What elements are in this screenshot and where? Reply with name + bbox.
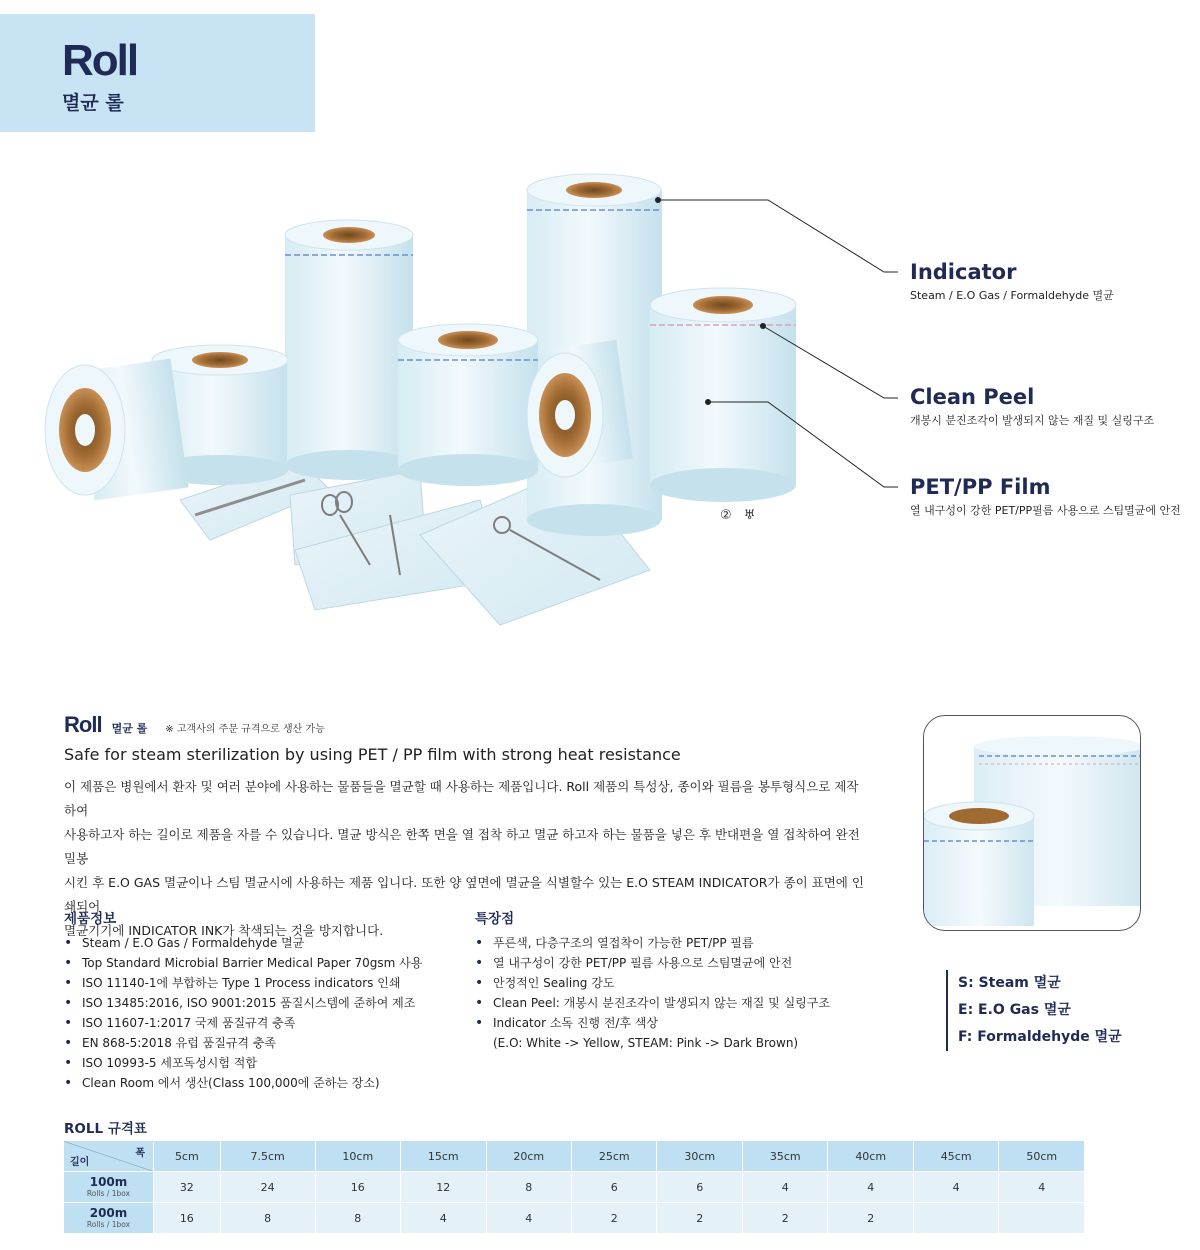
column-header: 10cm [315, 1141, 400, 1172]
list-item: • ISO 10993-5 세포독성시험 적합 [64, 1053, 422, 1073]
description-tagline: Safe for steam sterilization by using PET / PP film with strong heat resistance [64, 745, 681, 764]
table-cell: 4 [486, 1203, 571, 1234]
table-cell: 2 [657, 1203, 742, 1234]
column-header: 5cm [154, 1141, 221, 1172]
list-item: • ISO 11140-1에 부합하는 Type 1 Process indicators 인쇄 [64, 973, 422, 993]
callout-clean-peel [910, 385, 1154, 428]
list-item: • 안정적인 Sealing 강도 [475, 973, 830, 993]
sterilization-legend [946, 970, 1122, 1051]
legend-item: S: Steam 멸균 [958, 975, 1061, 991]
product-info-section [64, 907, 422, 1093]
roll-closeup-photo [923, 715, 1141, 931]
row-unit: Rolls / 1box [86, 1189, 131, 1198]
description-line: 사용하고자 하는 길이로 제품을 자를 수 있습니다. 멸균 방식은 한쪽 면을 열 접착 하고 멸균 하고자 하는 물품을 넣은 후 반대편을 열 접착하여 완전 밀봉 [64, 827, 860, 866]
callout-pet-pp-film-title: PET/PP Film [910, 475, 1051, 499]
list-item: • 열 내구성이 강한 PET/PP 필름 사용으로 스팀멸균에 안전 [475, 953, 830, 973]
legend-item: E: E.O Gas 멸균 [958, 1002, 1071, 1018]
callout-clean-peel-desc: 개봉시 분진조각이 발생되지 않는 재질 및 실링구조 [910, 414, 1155, 427]
spec-table [63, 1140, 1085, 1234]
table-cell: 32 [154, 1172, 221, 1203]
list-item: • EN 868-5:2018 유럽 품질규격 충족 [64, 1033, 422, 1053]
row-header [64, 1203, 154, 1234]
custom-order-note: ※ 고객사의 주문 규격으로 생산 가능 [165, 724, 325, 735]
table-row [64, 1172, 1085, 1203]
row-unit: Rolls / 1box [86, 1220, 131, 1229]
features-list [475, 933, 830, 1053]
callout-indicator-desc: Steam / E.O Gas / Formaldehyde 멸균 [910, 289, 1114, 302]
table-cell [999, 1203, 1085, 1234]
roll-lying-left [45, 359, 189, 501]
list-item: • Indicator 소독 진행 전/후 색상 [475, 1013, 830, 1033]
callout-pet-pp-film-desc: 열 내구성이 강한 PET/PP필름 사용으로 스팀멸균에 안전 [910, 504, 1181, 517]
spec-table-title: ROLL 규격표 [64, 1121, 147, 1137]
table-cell: 4 [999, 1172, 1085, 1203]
product-info-list [64, 933, 422, 1093]
list-item: • 푸른색, 다층구조의 열접착이 가능한 PET/PP 필름 [475, 933, 830, 953]
callout-clean-peel-title: Clean Peel [910, 385, 1035, 409]
table-corner-cell [64, 1141, 154, 1172]
list-item: • Steam / E.O Gas / Formaldehyde 멸균 [64, 933, 422, 953]
column-header: 30cm [657, 1141, 742, 1172]
table-cell [913, 1203, 998, 1234]
table-cell: 24 [220, 1172, 315, 1203]
table-cell: 8 [220, 1203, 315, 1234]
roll-medium-left [285, 220, 413, 480]
table-row [64, 1203, 1085, 1234]
legend-item: F: Formaldehyde 멸균 [958, 1029, 1122, 1045]
list-item-continuation: (E.O: White -> Yellow, STEAM: Pink -> Dark Brown) [493, 1036, 799, 1050]
table-cell: 12 [401, 1172, 486, 1203]
table-cell: 16 [154, 1203, 221, 1234]
column-header: 25cm [572, 1141, 657, 1172]
description-line: 이 제품은 병원에서 환자 및 여러 분야에 사용하는 물품들을 멸균할 때 사용하는 제품입니다. Roll 제품의 특성상, 종이와 필름을 봉투형식으로 제작하여 [64, 779, 859, 818]
callout-indicator-title: Indicator [910, 260, 1017, 284]
column-header: 50cm [999, 1141, 1085, 1172]
list-item: • ISO 11607-1:2017 국제 품질규격 충족 [64, 1013, 422, 1033]
table-cell: 4 [828, 1172, 913, 1203]
row-header [64, 1172, 154, 1203]
product-info-heading: 제품정보 [64, 911, 117, 927]
callout-pet-pp-film [910, 475, 1181, 518]
corner-length-label: 길이 [70, 1157, 90, 1168]
column-header: 40cm [828, 1141, 913, 1172]
list-item: • Clean Peel: 개봉시 분진조각이 발생되지 않는 재질 및 실링구조 [475, 993, 830, 1013]
column-header: 35cm [742, 1141, 827, 1172]
table-cell: 8 [486, 1172, 571, 1203]
description-heading [64, 712, 325, 738]
table-cell: 16 [315, 1172, 400, 1203]
table-cell: 2 [742, 1203, 827, 1234]
table-header-row [64, 1141, 1085, 1172]
list-item: • ISO 13485:2016, ISO 9001:2015 품질시스템에 준하여 제조 [64, 993, 422, 1013]
roll-short-middle [398, 324, 538, 486]
table-cell: 6 [657, 1172, 742, 1203]
description-title-ko: 멸균 롤 [111, 722, 148, 735]
table-cell: 8 [315, 1203, 400, 1234]
callout-indicator [910, 260, 1114, 303]
description-line: 시킨 후 E.O GAS 멸균이나 스팀 멸균시에 사용하는 제품 입니다. 또한 양 옆면에 멸균을 식별할수 있는 E.O STEAM INDICATOR가 종이 표면에 인쇄되어 [64, 875, 864, 914]
features-heading: 특장점 [475, 911, 515, 927]
table-cell: 2 [828, 1203, 913, 1234]
row-length: 100m [89, 1175, 128, 1189]
table-cell: 4 [913, 1172, 998, 1203]
description-title: Roll [64, 712, 102, 737]
page-subtitle: 멸균 롤 [62, 92, 124, 114]
roll-lying-middle [527, 340, 633, 477]
features-section [475, 907, 830, 1053]
column-header: 45cm [913, 1141, 998, 1172]
column-header: 20cm [486, 1141, 571, 1172]
row-length: 200m [89, 1206, 128, 1220]
product-rolls-illustration [40, 170, 840, 640]
roll-closeup-illustration [924, 716, 1141, 931]
list-item: • Clean Room 에서 생산(Class 100,000에 준하는 장소) [64, 1073, 422, 1093]
column-header: 7.5cm [220, 1141, 315, 1172]
description-line: 멸균기기에 INDICATOR INK가 착색되는 것을 방지합니다. [64, 923, 384, 938]
roll-right [650, 288, 796, 502]
table-cell: 4 [742, 1172, 827, 1203]
page-title: Roll [62, 36, 138, 85]
list-item: • Top Standard Microbial Barrier Medical Paper 70gsm 사용 [64, 953, 422, 973]
table-cell: 4 [401, 1203, 486, 1234]
column-header: 15cm [401, 1141, 486, 1172]
table-cell: 2 [572, 1203, 657, 1234]
corner-width-label: 폭 [135, 1148, 145, 1159]
header-banner [0, 14, 315, 132]
single-use-marks: ② ♅ [720, 508, 760, 523]
table-cell: 6 [572, 1172, 657, 1203]
